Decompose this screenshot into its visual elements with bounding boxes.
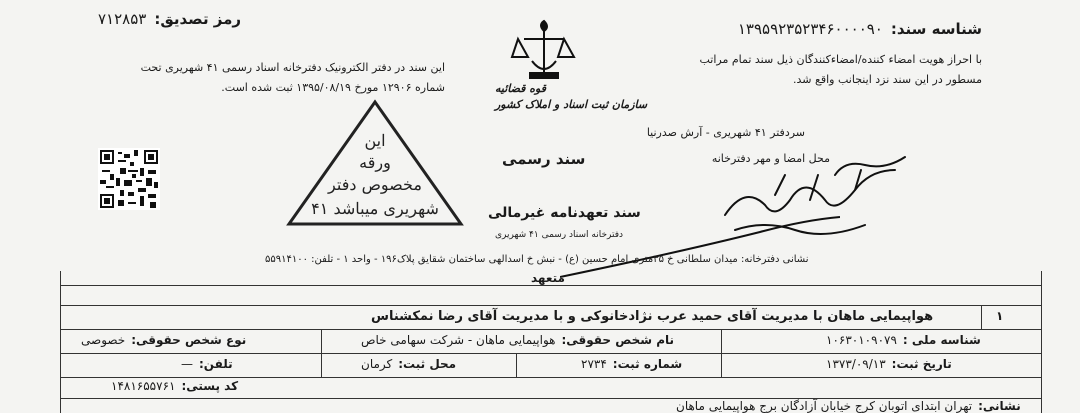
legal-name-field: [361, 333, 674, 347]
national-id-value: ۱۰۶۳۰۱۰۹۰۷۹: [826, 333, 897, 347]
judiciary-label: قوه قضائیه: [495, 82, 546, 95]
verification-label: رمز تصدیق:: [154, 10, 242, 28]
registration-place-field: [361, 357, 456, 371]
office-address: نشانی دفترخانه: میدان سلطانی خ ۳۵متری امام حسین (ع) - نبش خ اسدالهی ساختمان شقایق پلاک۱۹۶ - واحد ۱ - تلفن: ۵۵۹۱۴۱۰۰: [265, 254, 809, 265]
judiciary-emblem-icon: [488, 15, 583, 85]
registration-number-field: [581, 357, 682, 371]
address-field: [676, 399, 1021, 413]
registration-date-field: [826, 357, 952, 371]
address-value: تهران ابتدای اتوبان کرج خیابان آزادگان برج هواپیمایی ماهان: [676, 399, 973, 413]
entity-description: هواپیمایی ماهان با مدیریت آقای حمید عرب نژادخانوکی و با مدیریت آقای رضا نمکشناس: [371, 309, 934, 324]
pledge-title: سند تعهدنامه غیرمالی: [488, 205, 641, 221]
section-title: متعهد: [531, 271, 565, 285]
postal-code-field: [111, 379, 238, 393]
phone-label: تلفن:: [199, 357, 233, 371]
postal-code-label: کد پستی:: [181, 379, 239, 393]
national-id-label: شناسه ملی :: [902, 333, 981, 347]
stamp-line-1: این: [364, 131, 386, 150]
address-label: نشانی:: [978, 399, 1021, 413]
document-id-label: شناسه سند:: [890, 20, 982, 38]
verification-code: [98, 10, 241, 28]
notary-name: سردفتر ۴۱ شهریری - آرش صدرنیا: [646, 126, 805, 139]
registration-place-label: محل ثبت:: [398, 357, 457, 371]
registration-date-value: ۱۳۷۳/۰۹/۱۳: [826, 357, 886, 371]
registration-paragraph: این سند در دفتر الکترونیک دفترخانه اسناد رسمی ۴۱ شهریری تحت شماره ۱۲۹۰۶ مورخ ۱۳۹۵/۰۸/۱۹ ثبت شده است.: [140, 61, 445, 94]
postal-code-value: ۱۴۸۱۶۵۵۷۶۱: [111, 379, 176, 393]
legal-type-label: نوع شخص حقوقی:: [131, 333, 247, 347]
registration-number-value: ۲۷۳۴: [581, 357, 607, 371]
row-number: ۱: [996, 309, 1004, 323]
identity-verification-paragraph: با احراز هویت امضاء کننده/امضاءکنندگان ذیل سند تمام مراتب مسطور در این سند نزد اینجانب واقع شد.: [699, 53, 982, 86]
signature-area-label: محل امضا و مهر دفترخانه: [711, 152, 830, 165]
phone-value: —: [181, 357, 193, 371]
organization-name: سازمان ثبت اسناد و املاک کشور: [495, 98, 648, 111]
stamp-line-3: مخصوص دفتر: [328, 175, 422, 194]
notary-stamp: [285, 98, 465, 228]
registration-date-label: تاریخ ثبت:: [891, 357, 952, 371]
notary-office-line: دفترخانه اسناد رسمی ۴۱ شهریری: [495, 230, 624, 240]
document-id-value: ۱۳۹۵۹۲۳۵۲۳۴۶۰۰۰۰۹۰: [737, 20, 883, 38]
qr-code-icon: [98, 148, 160, 210]
verification-value: ۷۱۲۸۵۳: [98, 10, 147, 28]
legal-name-label: نام شخص حقوقی:: [561, 333, 675, 347]
registration-place-value: کرمان: [361, 357, 393, 371]
phone-field: [181, 357, 233, 371]
legal-type-value: خصوصی: [81, 333, 126, 347]
stamp-line-2: ورقه: [359, 153, 391, 172]
national-id-field: [826, 333, 981, 347]
legal-name-value: هواپیمایی ماهان - شرکت سهامی خاص: [361, 333, 556, 347]
legal-type-field: [81, 333, 246, 347]
registration-number-label: شماره ثبت:: [612, 357, 683, 371]
document-type-title: سند رسمی: [502, 150, 586, 168]
stamp-line-4: ۴۱ شهریری میباشد: [311, 199, 439, 218]
document-id: [738, 20, 982, 38]
pledger-table: [60, 271, 1042, 413]
